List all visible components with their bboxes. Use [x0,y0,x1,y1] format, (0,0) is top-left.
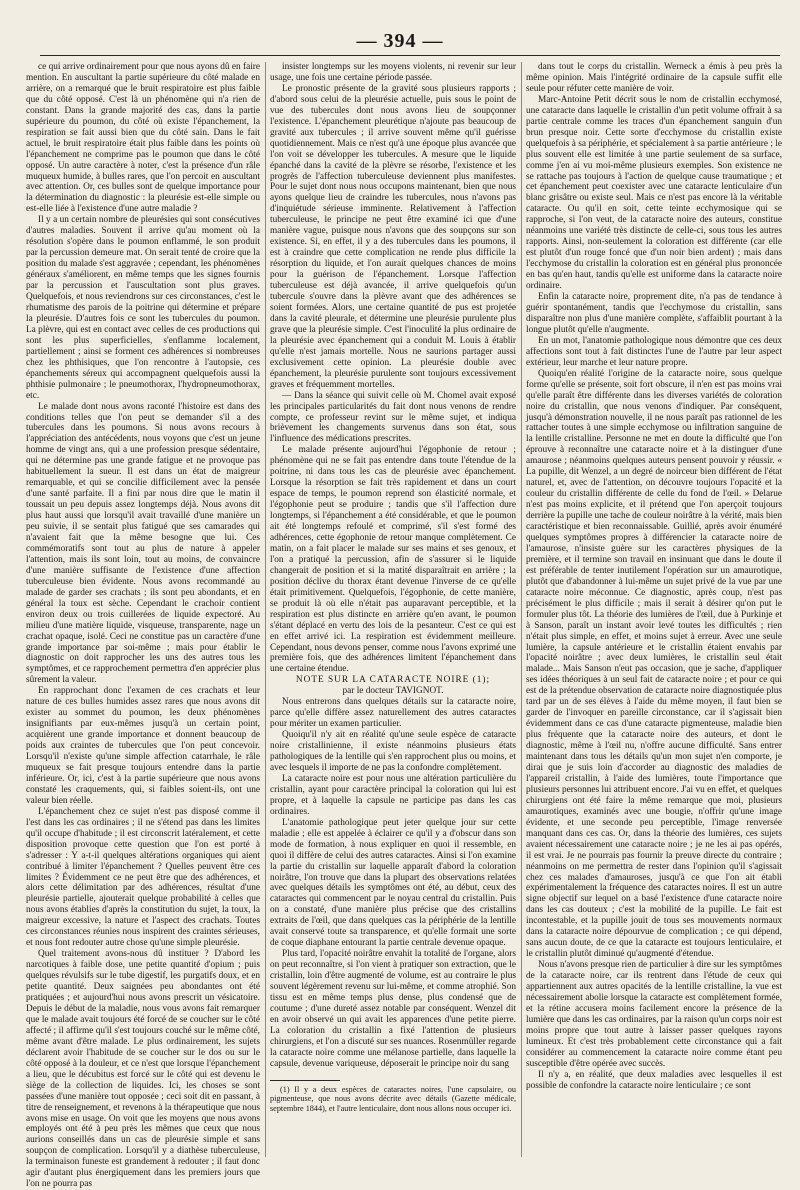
paragraph: Il y a un certain nombre de pleurésies qui sont consécutives d'autres maladies. Souvent il arrive qu'au moment où la résolution s'opère dans le poumon enflammé, le son produit par la percussion demeure mat. On serait tenté de croire que la position du malade s'est aggravée ; cependant, les phénomènes généraux s'améliorent, en même temps que les signes fournis par la percussion et l'auscultation sont plus graves. Quelquefois, et nous reviendrons sur ces circonstances, c'est le rhumatisme des parois de la poitrine qui détermine et prépare la pleurésie. D'autres fois ce sont les tubercules du poumon. La plèvre, qui est en contact avec celles de ces productions qui sont les plus superficielles, s'enflamme localement, partiellement ; ainsi se forment ces adhérences si nombreuses chez les phthisiques, que l'on rencontre à l'autopsie, ces épanchements séreux qui accompagnent quelquefois aussi la phthisie pulmonaire ; le pneumothorax, l'hydropneumothorax, etc. [26,215,260,401]
column-divider [521,62,522,1157]
paragraph: Nous n'avons presque rien de particulier à dire sur les symptômes de la cataracte noire, car ils rentrent dans l'étude de ceux qui appartiennent aux autres opacités de la lentille cristalline, la vue est nécessairement abolie lorsque la cataracte est complètement formée, et la rétine accusera moins facilement encore la présence de la lumière que dans les cas ordinaires, par la raison qu'un corps noir est moins propre que tout autre à laisser passer quelques rayons lumineux. Et c'est très probablement cette circonstance qui a fait considérer au commencement la cataracte noire comme étant peu susceptible d'être opérée avec succès. [526,960,782,1069]
article-author: par le docteur TAVIGNOT. [342,686,444,697]
article-title: NOTE SUR LA CATARACTE NOIRE (1); [295,675,491,686]
paragraph: — Dans la séance qui suivit celle où M. Chomel avait exposé les principales particularités du fait dont nous venons de rendre compte, ce professeur revint sur le même sujet, et indiqua brièvement les changements survenus dans son état, sous l'influence des médications prescrites. [270,390,516,445]
footnote-rule [270,1080,340,1081]
footnote-text: (1) Il y a deux espèces de cataractes noires, l'une capsulaire, ou pigmenteuse, que nous avons décrite avec détails (Gazette médicale, septembre 1844), et l'autre lenticulaire, dont nous allons nous occuper ici. [270,1084,516,1113]
paragraph: Le pronostic présente de la gravité sous plusieurs rapports ; d'abord sous celui de la pleurésie actuelle, puis sous le point de vue des tubercules dont nous avons lieu de soupçonner l'existence. L'épanchement pleurétique n'ajoute pas beaucoup de gravité aux tubercules ; il arrive souvent même qu'il guérisse quotidiennement. Mais ce n'est qu'à une époque plus avancée que l'on voit se développer les tubercules. A mesure que le liquide épanché dans la cavité de la plèvre se résorbe, l'existence et les progrès de l'affection tuberculeuse deviennent plus manifestes. Pour le sujet dont nous nous occupons maintenant, bien que nous ayons quelque lieu de craindre les tubercules, nous n'avons pas d'inquiétude sérieuse imminente. Relativement à l'affection tuberculeuse, le principe ne peut être examiné ici que d'une manière vague, puisque nous n'avons que des soupçons sur son existence. Si, en effet, il y a des tubercules dans les poumons, il est à craindre que cette complication ne rende plus difficile la résorption du liquide, et l'on aurait quelques chances de moins pour la guérison de l'épanchement. Lorsque l'affection tuberculeuse est déjà avancée, il arrive quelquefois qu'un tubercule s'ouvre dans la plèvre avant que des adhérences se soient formées. Alors, une certaine quantité de pus est projetée dans la cavité pleurale, et détermine une pleurésie purulente plus grave que la pleurésie simple. C'est l'inoculité la plus ordinaire de la pleurésie avec épanchement qui a conduit M. Louis à établir qu'elle n'est jamais mortelle. Nous ne saurions partager aussi exclusivement cette opinion. La pleurésie double avec épanchement, la pleurésie purulente sont toujours excessivement graves et fréquemment mortelles. [270,83,516,390]
page-number: — 394 — [356,30,444,52]
paragraph: En un mot, l'anatomie pathologique nous démontre que ces deux affections sont tout à fait distinctes l'une de l'autre par leur aspect extérieur, leur marche et leur nature propre. [526,335,782,368]
paragraph: Plus tard, l'opacité noirâtre envahit la totalité de l'organe, alors on peut reconnaître, si l'on vient à pratiquer son extraction, que le cristallin, loin d'être augmenté de volume, est au contraire le plus souvent légèrement revenu sur lui-même, et comme atrophié. Son tissu est en même temps plus dense, plus condensé que de coutume ; d'une dureté assez notable par conséquent. Wenzel dit en avoir observé un qui avait les apparences d'une petite pierre. La coloration du cristallin a fixé l'attention de plusieurs chirurgiens, et l'on a discuté sur ses nuances. Rosenmüller regarde la cataracte noire comme une mélanose partielle, dans laquelle la capsule, devenue variqueuse, déposerait le principe noir du sang [270,949,516,1069]
paragraph: Le malade présente aujourd'hui l'égophonie de retour ; phénomène qui ne se fait pas entendre dans toute l'étendue de la poitrine, ni dans tous les cas de pleurésie avec épanchement. Lorsque la résorption se fait très rapidement et dans un court espace de temps, le poumon reprend son élasticité normale, et l'égophonie peut se produire ; tandis que s'il l'affection dure longtemps, si l'épanchement a été considérable, et que le poumon ait été longtemps refoulé et comprimé, s'il s'est formé des adhérences, cette égophonie de retour manque complètement. Ce matin, on a fait placer le malade sur ses mains et ses genoux, et l'on a pratiqué la percussion, afin de s'assurer si le liquide changerait de position et si la matité disparaîtrait en arrière ; la position déclive du thorax étant devenue l'inverse de ce qu'elle était primitivement. Quelquefois, l'égophonie, de cette manière, se produit là où elle n'était pas auparavant perceptible, et la respiration est plus distincte en arrière qu'en avant, le poumon s'étant déplacé en vertu des lois de la pesanteur. C'est ce qui est en effet arrivé ici. La respiration est évidemment meilleure. Cependant, nous devons penser, comme nous l'avons exprimé une première fois, que des adhérences limitent l'épanchement dans une certaine étendue. [270,445,516,675]
paragraph: En rapprochant donc l'examen de ces crachats et leur nature de ces bulles humides assez rares que nous avons dit exister au sommet du poumon, les deux phénomènes insignifiants par eux-mêmes jusqu'à un certain point, acquièrent une grande importance et donnent beaucoup de poids aux craintes de tubercules que l'on peut concevoir. Lorsqu'il n'existe qu'une simple affection catarrhale, le râle muqueux se fait presque toujours entendre dans la partie inférieure. Or, ici, c'est à la partie supérieure que nous avons constaté les craquements, qui, si faibles soient-ils, ont une valeur bien réelle. [26,686,260,806]
column-divider [265,62,266,1157]
page-header [0,0,800,60]
text-column-3 [526,62,782,1162]
paragraph: Quoiqu'en réalité l'origine de la cataracte noire, sous quelque forme qu'elle se présente, soit fort obscure, il n'en est pas moins vrai qu'elle paraît être différente dans les diverses variétés de coloration noire du cristallin, que nous venons d'indiquer. Par conséquent, jusqu'à démonstration nouvelle, il ne nous paraît pas rationnel de les rattacher toutes à une simple ecchymose ou infiltration sanguine de la lentille cristalline. Personne ne met en doute la difficulté que l'on éprouve à reconnaître une cataracte noire et à la distinguer d'une amaurose ; néanmoins quelques auteurs pensent pouvoir y réussir. « La pupille, dit Wenzel, a un degré de noirceur bien différent de l'état naturel, et, avec de l'attention, on découvre toujours l'opacité et la couleur du cristallin différente de celle du fond de l'œil. » Delarue n'est pas moins explicite, et il prétend que l'on aperçoit toujours derrière la pupille une tache de couleur noirâtre à la vérité, mais bien caractéristique et bien reconnaissable. Guillié, après avoir énuméré quelques symptômes propres à différencier la cataracte noire de l'amaurose, n'insiste guère sur les caractères physiques de la première, et il termine son travail en insinuant que dans le doute il est préférable de tenter inutilement l'opération sur un amaurotique, plutôt que d'abandonner à lui-même un sujet privé de la vue par une cataracte noire méconnue. Ce diagnostic, après coup, n'est pas précisément le plus difficile ; mais il serait à désirer qu'on put le formuler plus tôt. La théorie des lumières de l'œil, due à Purkinje et à Sanson, paraît un instant avoir levé toutes les difficultés ; rien n'était plus simple, en effet, et moins sujet à erreur. Avec une seule lumière, la capsule antérieure et le cristallin étaient envahis par l'opacité noirâtre ; avec deux lumières, le cristallin seul était malade... Mais Sanson n'eut pas occasion, que je sache, d'appliquer ses idées théoriques à un seul fait de cataracte noire ; et pour ce qui est de la prétendue observation de cataracte noire diagnostiquée plus tard par un de ses élèves à l'aide du même moyen, il faut bien se garder de l'invoquer en pareille circonstance, car il s'agissait bien évidemment dans ce cas d'une cataracte pigmenteuse, maladie bien plus fréquente que la cataracte noire des auteurs, et dont le diagnostic, même à l'œil nu, n'offre aucune difficulté. Sans entrer maintenant dans tous les détails qu'un mon sujet n'en comporte, je dirai que je suis loin d'accorder au diagnostic des maladies de l'appareil cristallin, à l'aide des lumières, toute l'importance que plusieurs personnes lui attribuent encore. J'ai vu en effet, et quelques chirurgiens ont été faire la même remarque que moi, plusieurs amaurotiques, examinés avec une bougie, n'offrir qu'une image évidente, et une seconde peu perceptible, l'image renversée manquant dans ces cas. Or, dans la théorie des lumières, ces sujets avaient nécessairement une cataracte noire ; je ne les ai pas opérés, il est vrai. Je ne pourrais pas fournir la preuve directe du contraire ; néanmoins on me permettra de rester dans l'opinion qu'il s'agissait chez ces malades d'amauroses, jusqu'à ce que l'on ait établi expérimentalement la fréquence des cataractes noires. Il est un autre signe objectif sur lequel on a basé l'existence d'une cataracte noire dans les cas douteux ; c'est la mobilité de la pupille. Le fait est incontestable, et la pupille jouit de tous ses mouvements normaux dans la cataracte noire dépourvue de complication ; ce qui dépend, sans aucun doute, de ce que la cataracte est toujours lenticulaire, et le cristallin plutôt diminué qu'augmenté d'étendue. [526,368,782,960]
paragraph: Enfin la cataracte noire, proprement dite, n'a pas de tendance à guérir spontanément, tandis que l'ecchymose du cristallin, sans disparaître non plus d'une manière complète, s'affaiblit pourtant à la longue plutôt qu'elle n'augmente. [526,292,782,335]
paragraph: Nous entrerons dans quelques détails sur la cataracte noire, parce qu'elle diffère assez naturellement des autres cataractes pour mériter un examen particulier. [270,697,516,730]
paragraph: L'épanchement chez ce sujet n'est pas disposé comme il l'est dans les cas ordinaires ; il ne s'étend pas dans les limites qu'il occupe d'habitude ; il est circonscrit latéralement, et cette disposition provoque cette question que l'on est porté à s'adresser : Y a-t-il quelques altérations organiques qui aient contribué à limiter l'épanchement ? Quelles peuvent être ces limites ? Évidemment ce ne peut être que des adhérences, et alors cette délimitation par des adhérences, résultat d'une pleurésie partielle, ajouterait quelque probabilité à celles que nous avons établies d'après la constitution du sujet, la toux, la maigreur excessive, la nature et l'aspect des crachats. Toutes ces circonstances réunies nous inspirent des craintes sérieuses, et nous font redouter autre chose qu'une simple pleurésie. [26,806,260,949]
text-column-1 [26,62,261,1190]
paragraph: L'anatomie pathologique peut jeter quelque jour sur cette maladie ; elle est appelée à éclairer ce qu'il y a d'obscur dans son mode de formation, à nous expliquer en quoi il ressemble, en quoi il diffère de celui des autres cataractes. Ainsi si l'on examine la partie du cristallin sur laquelle apparaît d'abord la coloration noirâtre, l'on trouve que dans la plupart des observations relatées avec quelques détails les symptômes ont été, au début, ceux des cataractes qui commencent par le noyau central du cristallin. Puis on a constaté, d'une manière plus précise que des cristallins extraits de l'œil, que dans quelques cas la périphérie de la lentille avait conservé toute sa transparence, et qu'elle formait une sorte de coque diaphane entourant la partie centrale devenue opaque. [270,817,516,949]
footnote [270,1085,516,1114]
paragraph: Il n'y a, en réalité, que deux maladies avec lesquelles il est possible de confondre la cataracte noire lenticulaire ; ce sont [526,1069,782,1091]
paragraph: La cataracte noire est pour nous une altération particulière du cristallin, ayant pour caractère principal la coloration qui lui est propre, et à laquelle la capsule ne participe pas dans les cas ordinaires. [270,773,516,817]
paragraph: insister longtemps sur les moyens violents, ni revenir sur leur usage, une fois une certaine période passée. [270,62,516,83]
paragraph: ce qui arrive ordinairement pour que nous ayons dû en faire mention. En auscultant la partie supérieure du côté malade en arrière, on a remarqué que le bruit respiratoire est plus faible que du côté opposé. C'est là un phénomène qui n'a rien de constant. Dans la grande majorité des cas, dans la partie supérieure du poumon, du côté où existe l'épanchement, la respiration se fait aussi bien que du côté sain. Dans le fait actuel, le bruit respiratoire était plus faible dans les points où l'épanchement ne comprime pas le poumon que dans le côté opposé. Un autre caractère à noter, c'est la présence d'un râle muqueux humide, à bulles rares, que l'on percoit en auscultant avec attention. Or, ces bulles sont de quelque importance pour la détermination du diagnostic : la pleurésie est-elle simple ou est-elle liée à l'existence d'une autre maladie ? [26,62,261,215]
header-rule [40,55,780,56]
text-column-2 [270,62,516,1162]
paragraph: Quoiqu'il n'y ait en réalité qu'une seule espèce de cataracte noire cristallinienne, il existe néanmoins plusieurs états pathologiques de la lentille qui s'en rapprochent plus ou moins, et avec lesquels il importe de ne pas la confondre complètement. [270,730,516,773]
paragraph: Quel traitement avons-nous dû instituer ? D'abord les narcotiques à faible dose, une petite quantité d'opium ; puis quelques révulsifs sur le tube digestif, les purgatifs doux, et en petite quantité. Deux saignées peu abondantes ont été pratiquées ; et aujourd'hui nous avons prescrit un vésicatoire. Depuis le début de la maladie, nous vous avons fait remarquer que le malade avait toujours été forcé de se coucher sur le côté affecté ; il affirme qu'il s'est toujours couché sur le même côté, même avant d'être malade. Le plus ordinairement, les sujets déclarent avoir l'habitude de se coucher sur le dos ou sur le côté opposé à la douleur, et ce n'est que lorsque l'épanchement a lieu, que le décubitus est forcé sur le côté qui est devenu le siège de la collection de liquides. Ici, les choses se sont passées d'une manière tout opposée ; ceci soit dit en passant, à titre de renseignement, et revenons à la thérapeutique que nous avons mise en usage. On voit que les moyens que nous avons employés ont été à peu près les mêmes que ceux que nous aurions conseillés dans un cas de pleurésie simple et sans soupçon de complication. Lorsqu'il y a diathèse tuberculeuse, la terminaison funeste est grandement à redouter ; il faut donc agir d'autant plus énergiquement dans les premiers jours que l'on ne pourra pas [26,949,260,1190]
paragraph: Marc-Antoine Petit décrit sous le nom de cristallin ecchymosé, une cataracte dans laquelle le cristallin d'un petit volume offrait à sa partie centrale comme les traces d'un épanchement sanguin d'un brun presque noir. Cette sorte d'ecchymose du cristallin existe quelquefois à sa périphérie, et spécialement à sa partie antérieure ; le plus souvent elle est limitée à une partie seulement de sa surface, comme j'en ai vu moi-même plusieurs exemples. Son existence ne se rattache pas toujours à l'action de quelque cause traumatique ; et cet épanchement peut coexister avec une cataracte lenticulaire d'un blanc grisâtre ou existe seul. Mais ce n'est pas encore là la véritable cataracte. Ou qu'il en soit, cette teinte ecchymosique qui se rapproche, si l'on veut, de la cataracte noire des auteurs, constitue néanmoins une variété très distincte de celle-ci, sous tous les autres rapports. Ainsi, non-seulement la coloration est différente (car elle est plutôt d'un rouge foncé que d'un noir bien ardent) ; mais dans l'ecchymose du cristallin la coloration est en général plus prononcée en bas qu'en haut, tandis qu'elle est uniforme dans la cataracte noire ordinaire. [526,94,782,292]
paragraph: dans tout le corps du cristallin. Werneck a émis à peu près la même opinion. Mais l'intégrité ordinaire de la capsule suffit elle seule pour réfuter cette manière de voir. [526,62,782,94]
paragraph: Le malade dont nous avons raconté l'histoire est dans des conditions telles que l'on peut se demander s'il a des tubercules dans les poumons. Si nous avons recours à l'appréciation des antécédents, nous voyons que c'est un jeune homme de vingt ans, qui a une profession presque sédentaire, qui ne détermine pas une grande fatigue et ne provoque pas habituellement la sueur. Il est dans un état de maigreur remarquable, et qui se concilie difficilement avec la pensée d'une santé parfaite. Il a fini par nous dire que le matin il toussait un peu depuis assez longtemps déjà. Nous avons dit plus haut aussi que lorsqu'il avait travaillé d'une manière un peu suivie, il se sentait plus fatigué que ses camarades qui n'avaient fait que la même besogne que lui. Ces commémoratifs sont tout au plus de nature à appeler l'attention, mais ils sont loin, tout au moins, de convaincre d'une manière suffisante de l'existence d'une affection tuberculeuse bien évidente. Nous avons recommandé au malade de garder ses crachats ; ils sont peu abondants, et en général la toux est sèche. Cependant le crachoir contient environ deux ou trois cuillerées de liquide expectoré. Au milieu d'une matière liquide, visqueuse, transparente, nage un crachat opaque, isolé. Ceci ne constitue pas un caractère d'une grande importance par soi-même ; mais pour établir le diagnostic on doit rapprocher les uns des autres tous les symptômes, et ce rapprochement permettra d'en apprécier plus sûrement la valeur. [26,401,260,686]
